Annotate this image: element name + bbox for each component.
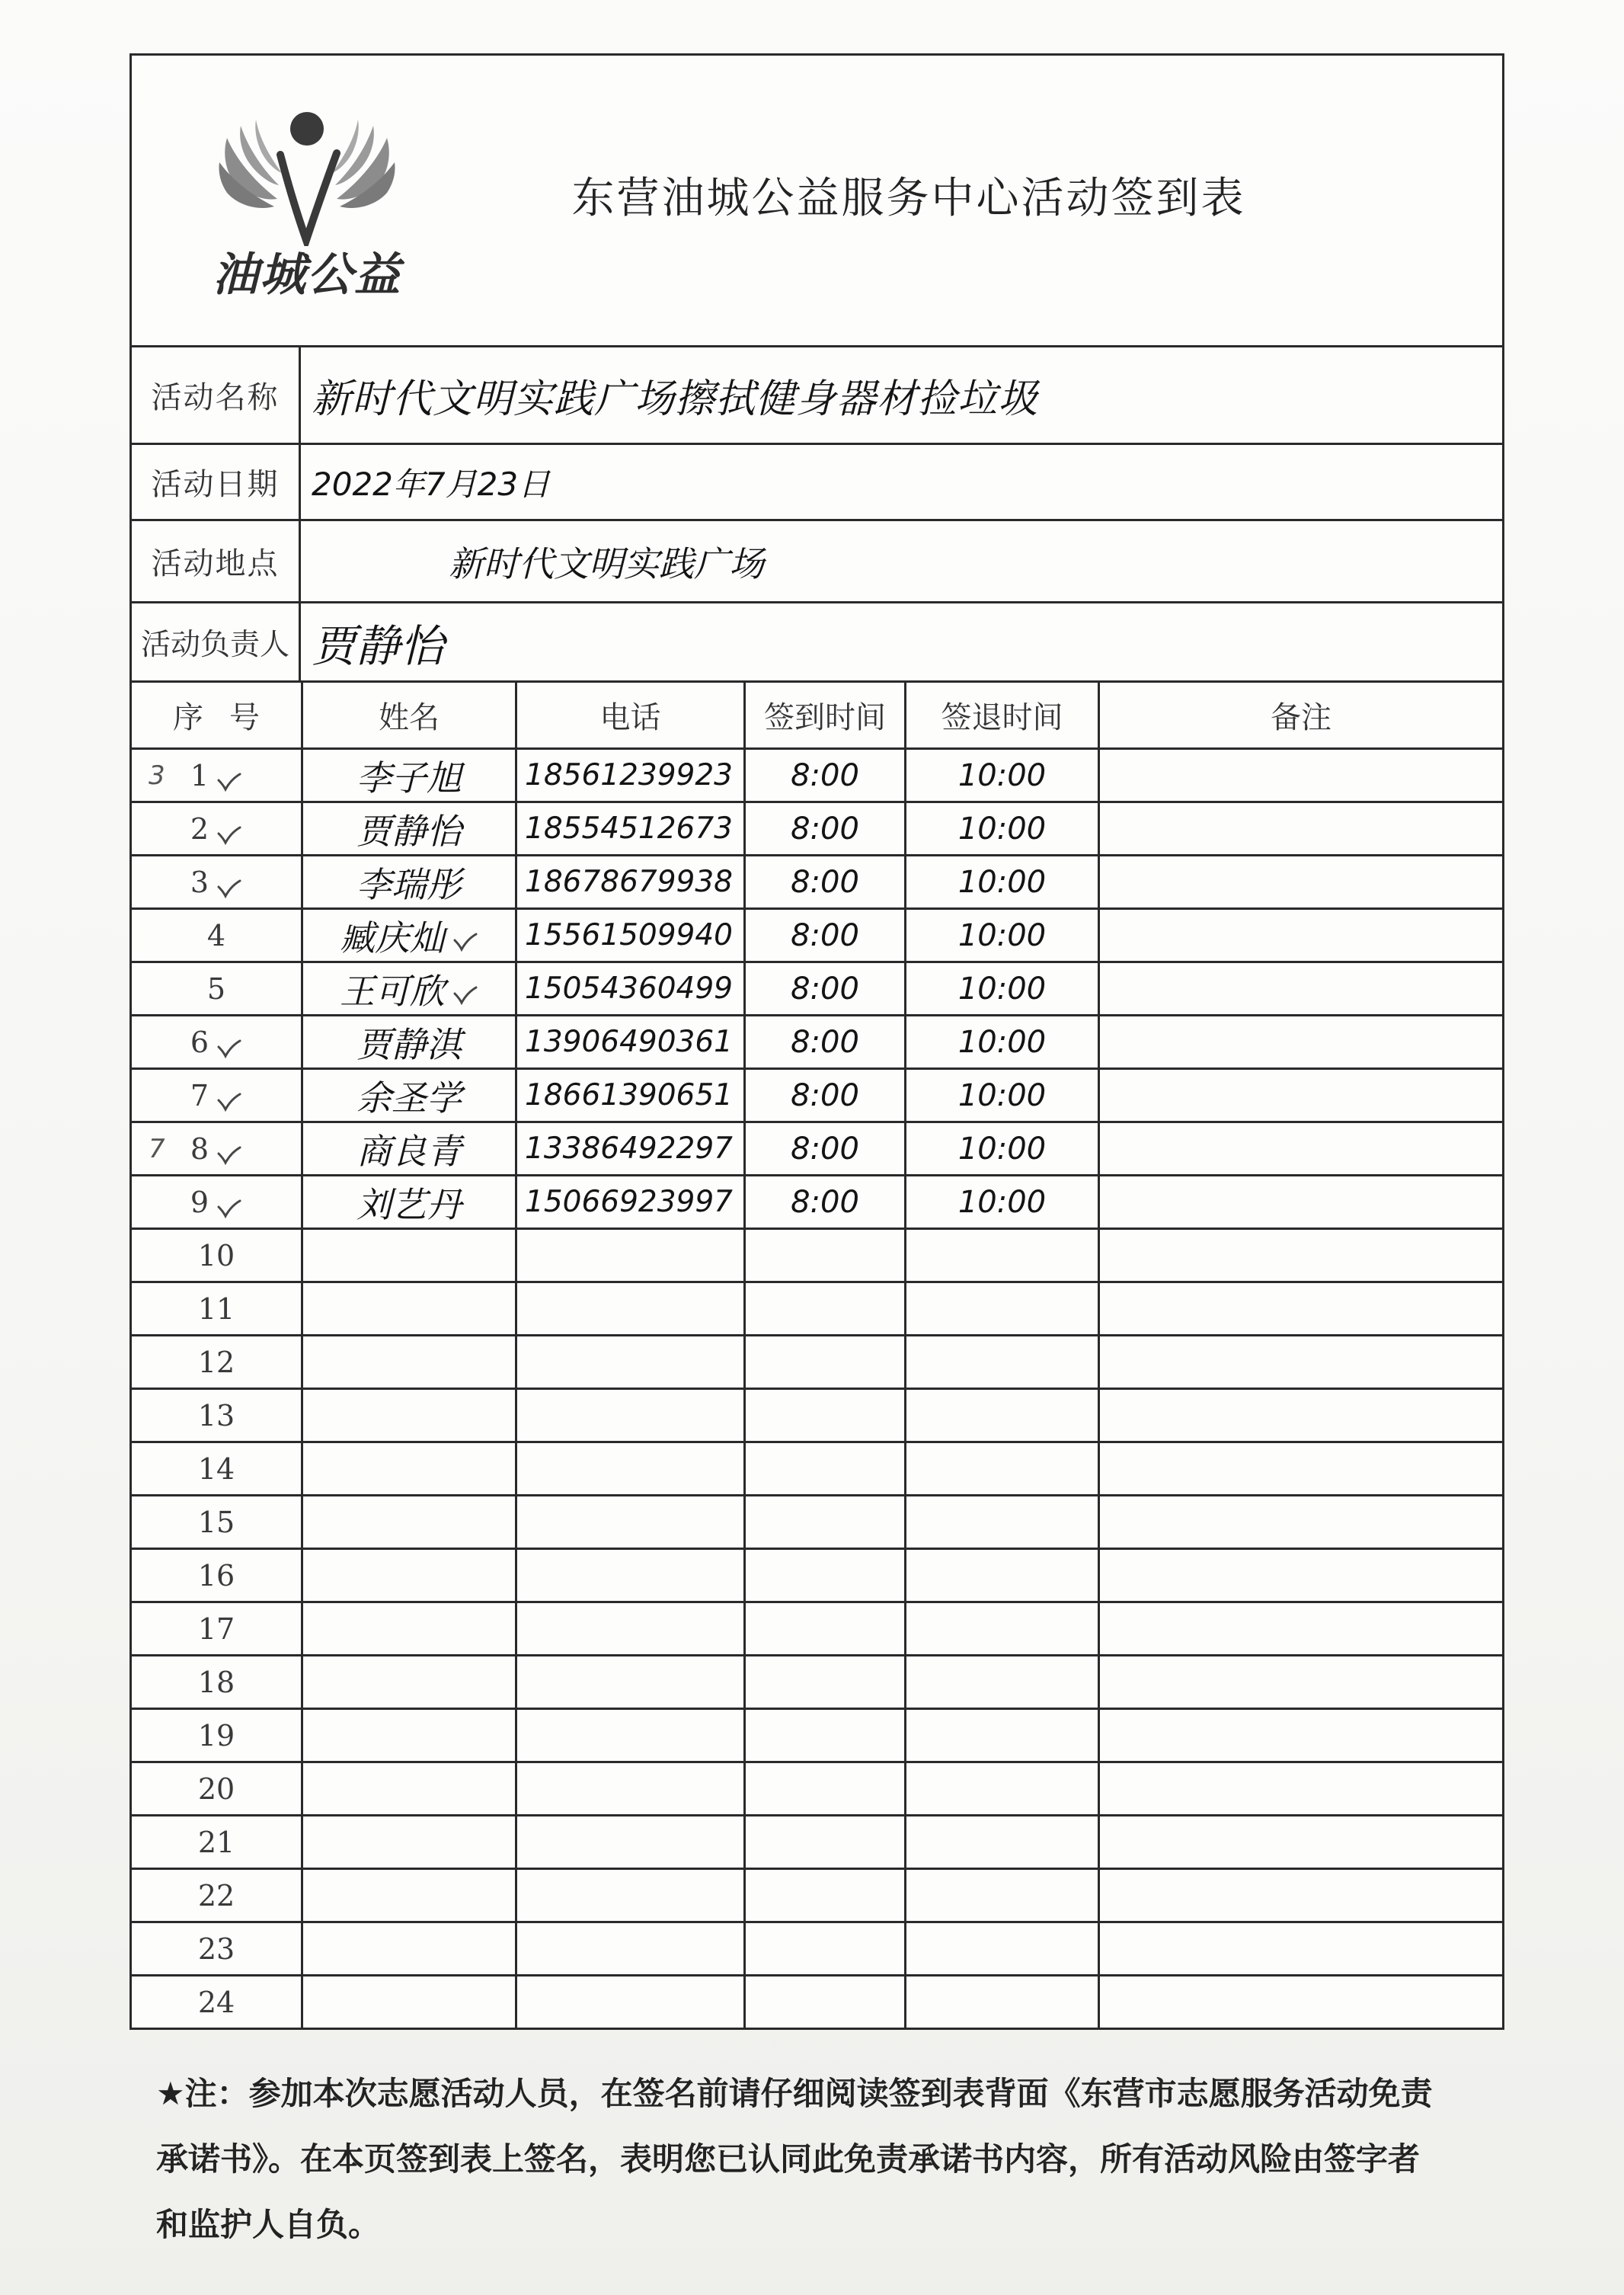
sign-out-time: 10:00 <box>957 1077 1047 1113</box>
row-number-cell <box>132 803 301 854</box>
row-number: 21 <box>197 1825 235 1859</box>
row-number-cell <box>132 1443 301 1494</box>
sign-out-cell <box>904 1550 1098 1601</box>
tick-mark-icon <box>216 1199 242 1218</box>
sign-in-cell <box>743 910 904 961</box>
remarks-cell <box>1098 1763 1502 1814</box>
row-number: 8 <box>190 1131 209 1166</box>
row-number-cell <box>132 1176 301 1228</box>
name-cell <box>301 803 515 854</box>
name-cell <box>301 1443 515 1494</box>
row-number-cell <box>132 1390 301 1441</box>
row-number: 16 <box>197 1558 235 1592</box>
sign-in-cell <box>743 1550 904 1601</box>
name-cell <box>301 1123 515 1174</box>
row-number: 14 <box>197 1452 235 1486</box>
disclaimer-line: ★注：参加本次志愿活动人员，在签名前请仔细阅读签到表背面《东营市志愿服务活动免责 <box>156 2075 1433 2112</box>
sign-out-time: 10:00 <box>957 1184 1047 1220</box>
sign-in-cell <box>743 1016 904 1067</box>
remarks-cell <box>1098 1870 1502 1921</box>
table-row <box>132 1601 1502 1654</box>
table-row <box>132 747 1502 801</box>
phone-number: 18678679938 <box>525 865 733 899</box>
sign-in-cell <box>743 1176 904 1228</box>
phone-cell <box>515 1656 743 1708</box>
remarks-cell <box>1098 1496 1502 1548</box>
participant-name: 臧庆灿 <box>340 917 445 959</box>
row-number: 12 <box>197 1345 235 1379</box>
name-cell <box>301 1656 515 1708</box>
sign-out-cell <box>904 1230 1098 1281</box>
logo <box>204 109 410 304</box>
sign-in-time: 8:00 <box>791 811 859 847</box>
table-row <box>132 1228 1502 1281</box>
phone-cell <box>515 1230 743 1281</box>
table-row <box>132 1868 1502 1921</box>
info-row-activity-date <box>132 443 1502 519</box>
row-number-cell <box>132 1816 301 1868</box>
sign-in-cell <box>743 1977 904 2028</box>
phone-number: 15066923997 <box>525 1185 733 1219</box>
tick-mark-icon <box>216 1145 242 1165</box>
info-row-activity-leader <box>132 601 1502 680</box>
row-number-cell <box>132 1923 301 1974</box>
remarks-cell <box>1098 803 1502 854</box>
tick-mark-icon <box>452 932 478 952</box>
tick-mark <box>216 825 242 845</box>
disclaimer-line: 承诺书》。在本页签到表上签名，表明您已认同此免责承诺书内容，所有活动风险由签字者 <box>156 2140 1421 2178</box>
column-header-sign-out-time: 签退时间 <box>904 683 1098 747</box>
activity-date-label: 活动日期 <box>132 445 301 519</box>
phone-cell <box>515 963 743 1014</box>
remarks-cell <box>1098 1336 1502 1388</box>
sign-out-time: 10:00 <box>957 811 1047 847</box>
row-number: 11 <box>197 1292 235 1326</box>
sign-out-cell <box>904 750 1098 801</box>
sign-in-time: 8:00 <box>791 1077 859 1113</box>
row-number: 15 <box>197 1505 235 1539</box>
row-number-cell <box>132 1016 301 1067</box>
sign-in-cell <box>743 750 904 801</box>
row-number: 23 <box>197 1932 235 1966</box>
sign-out-cell <box>904 1656 1098 1708</box>
phone-number: 18554512673 <box>525 811 733 846</box>
phone-cell <box>515 1710 743 1761</box>
sign-out-cell <box>904 1816 1098 1868</box>
table-row <box>132 907 1502 961</box>
sign-out-cell <box>904 1496 1098 1548</box>
remarks-cell <box>1098 856 1502 907</box>
sign-out-cell <box>904 1763 1098 1814</box>
sign-in-cell <box>743 1763 904 1814</box>
sign-out-time: 10:00 <box>957 1131 1047 1167</box>
activity-leader-value-cell <box>301 603 1502 680</box>
phone-cell <box>515 1923 743 1974</box>
table-row <box>132 1388 1502 1441</box>
row-number-cell <box>132 1550 301 1601</box>
remarks-cell <box>1098 963 1502 1014</box>
activity-date-value-cell <box>301 445 1502 519</box>
row-number: 9 <box>190 1185 209 1219</box>
activity-name-value-cell <box>301 347 1502 443</box>
logo-left-hand <box>219 120 282 208</box>
activity-name-label: 活动名称 <box>132 347 301 443</box>
info-row-activity-name <box>132 345 1502 443</box>
table-header-row <box>132 680 1502 747</box>
row-number: 17 <box>197 1612 235 1646</box>
sign-out-time: 10:00 <box>957 1024 1047 1060</box>
row-number-cell <box>132 1336 301 1388</box>
phone-cell <box>515 1977 743 2028</box>
sign-in-cell <box>743 1390 904 1441</box>
activity-leader-label: 活动负责人 <box>132 603 301 680</box>
row-number-cell <box>132 1496 301 1548</box>
remarks-cell <box>1098 1923 1502 1974</box>
row-number: 7 <box>190 1078 209 1112</box>
activity-place-label: 活动地点 <box>132 521 301 601</box>
row-number: 24 <box>197 1985 235 2019</box>
name-cell <box>301 1923 515 1974</box>
name-cell <box>301 1710 515 1761</box>
phone-cell <box>515 1763 743 1814</box>
name-cell <box>301 1870 515 1921</box>
sign-in-cell <box>743 963 904 1014</box>
logo-body <box>280 153 337 240</box>
phone-cell <box>515 1123 743 1174</box>
participant-name: 李瑞彤 <box>356 863 462 905</box>
row-number: 19 <box>197 1718 235 1752</box>
tick-mark <box>216 1039 242 1058</box>
sign-in-cell <box>743 1283 904 1334</box>
table-body <box>132 747 1502 2028</box>
sign-out-time: 10:00 <box>957 917 1047 953</box>
name-cell <box>301 1336 515 1388</box>
sign-out-time: 10:00 <box>957 864 1047 900</box>
phone-cell <box>515 856 743 907</box>
row-number-cell <box>132 1763 301 1814</box>
sign-in-time: 8:00 <box>791 971 859 1007</box>
sign-in-cell <box>743 1443 904 1494</box>
remarks-cell <box>1098 1230 1502 1281</box>
phone-cell <box>515 1443 743 1494</box>
sign-out-cell <box>904 1016 1098 1067</box>
phone-cell <box>515 1283 743 1334</box>
sign-out-cell <box>904 910 1098 961</box>
row-number: 18 <box>197 1665 235 1699</box>
tick-mark <box>452 932 478 952</box>
name-cell <box>301 1176 515 1228</box>
remarks-cell <box>1098 1603 1502 1654</box>
remarks-cell <box>1098 1443 1502 1494</box>
activity-date-value: 2022年7月23日 <box>312 465 551 503</box>
sign-out-time: 10:00 <box>957 971 1047 1007</box>
sign-in-cell <box>743 1230 904 1281</box>
table-row <box>132 1921 1502 1974</box>
name-cell <box>301 963 515 1014</box>
table-row <box>132 1814 1502 1868</box>
row-number-cell <box>132 1710 301 1761</box>
row-number-cell <box>132 963 301 1014</box>
row-number: 5 <box>206 971 226 1006</box>
sign-out-cell <box>904 1390 1098 1441</box>
name-cell <box>301 1070 515 1121</box>
tick-mark <box>216 879 242 898</box>
remarks-cell <box>1098 1816 1502 1868</box>
table-row <box>132 1708 1502 1761</box>
phone-cell <box>515 1176 743 1228</box>
sign-out-time: 10:00 <box>957 757 1047 793</box>
remarks-cell <box>1098 1070 1502 1121</box>
remarks-cell <box>1098 1123 1502 1174</box>
sign-out-cell <box>904 1123 1098 1174</box>
sign-in-sheet <box>129 53 1504 2030</box>
row-number: 1 <box>190 758 209 792</box>
sign-out-cell <box>904 856 1098 907</box>
participant-name: 刘艺丹 <box>356 1183 462 1225</box>
phone-cell <box>515 1390 743 1441</box>
phone-cell <box>515 803 743 854</box>
row-number-cell <box>132 1656 301 1708</box>
sign-in-cell <box>743 1496 904 1548</box>
activity-leader-value: 贾静怡 <box>312 619 445 672</box>
phone-cell <box>515 1550 743 1601</box>
tick-mark-icon <box>452 985 478 1005</box>
sign-out-cell <box>904 1336 1098 1388</box>
name-cell <box>301 1496 515 1548</box>
sign-out-cell <box>904 1176 1098 1228</box>
remarks-cell <box>1098 1176 1502 1228</box>
disclaimer-line: 和监护人自负。 <box>156 2206 381 2243</box>
sign-in-time: 8:00 <box>791 757 859 793</box>
table-row <box>132 961 1502 1014</box>
remarks-cell <box>1098 1710 1502 1761</box>
row-number-cell <box>132 1870 301 1921</box>
name-cell <box>301 910 515 961</box>
column-header-phone: 电话 <box>515 683 743 747</box>
sign-in-time: 8:00 <box>791 917 859 953</box>
sign-out-cell <box>904 1603 1098 1654</box>
row-number: 10 <box>197 1238 235 1272</box>
table-row <box>132 1281 1502 1334</box>
remarks-cell <box>1098 1390 1502 1441</box>
table-row <box>132 1067 1502 1121</box>
participant-name: 商良青 <box>356 1130 462 1172</box>
table-row <box>132 1974 1502 2028</box>
column-header-remarks: 备注 <box>1098 683 1502 747</box>
name-cell <box>301 1230 515 1281</box>
tick-mark <box>216 772 242 792</box>
sign-out-cell <box>904 1283 1098 1334</box>
sign-in-time: 8:00 <box>791 1024 859 1060</box>
table-row <box>132 1654 1502 1708</box>
sign-in-time: 8:00 <box>791 864 859 900</box>
table-row <box>132 1334 1502 1388</box>
name-cell <box>301 1283 515 1334</box>
table-row <box>132 801 1502 854</box>
row-number: 6 <box>190 1025 209 1059</box>
tick-mark-icon <box>216 825 242 845</box>
phone-number: 15561509940 <box>525 918 733 952</box>
row-number: 13 <box>197 1398 235 1432</box>
tick-mark-icon <box>216 772 242 792</box>
tick-mark <box>216 1092 242 1112</box>
remarks-cell <box>1098 910 1502 961</box>
sign-in-cell <box>743 1923 904 1974</box>
tick-mark <box>452 985 478 1005</box>
name-cell <box>301 1977 515 2028</box>
logo-text: 油城公益 <box>213 248 401 302</box>
column-header-number: 序号 <box>173 700 286 735</box>
row-number-cell <box>132 750 301 801</box>
sign-in-cell <box>743 856 904 907</box>
phone-cell <box>515 750 743 801</box>
row-number-cell <box>132 910 301 961</box>
phone-cell <box>515 1016 743 1067</box>
remarks-cell <box>1098 1283 1502 1334</box>
table-row <box>132 1494 1502 1548</box>
sign-in-cell <box>743 1656 904 1708</box>
tick-mark <box>216 1199 242 1218</box>
name-cell <box>301 1763 515 1814</box>
activity-name-value: 新时代文明实践广场擦拭健身器材捡垃圾 <box>312 376 1039 422</box>
column-header-name: 姓名 <box>301 683 515 747</box>
tick-mark-icon <box>216 879 242 898</box>
sign-out-cell <box>904 1923 1098 1974</box>
row-number: 3 <box>190 865 209 899</box>
tick-mark <box>216 1145 242 1165</box>
sign-out-cell <box>904 963 1098 1014</box>
table-row <box>132 1441 1502 1494</box>
sign-out-cell <box>904 1443 1098 1494</box>
sign-out-cell <box>904 1870 1098 1921</box>
row-number: 22 <box>197 1878 235 1912</box>
sign-in-cell <box>743 803 904 854</box>
row-number-cell <box>132 856 301 907</box>
phone-number: 15054360499 <box>525 971 733 1006</box>
tick-mark-icon <box>216 1039 242 1058</box>
name-cell <box>301 1390 515 1441</box>
remarks-cell <box>1098 1656 1502 1708</box>
sign-in-cell <box>743 1603 904 1654</box>
table-row <box>132 1121 1502 1174</box>
sign-in-cell <box>743 1336 904 1388</box>
sign-in-cell <box>743 1816 904 1868</box>
participant-name: 贾静怡 <box>356 810 462 852</box>
sign-in-cell <box>743 1710 904 1761</box>
phone-cell <box>515 1603 743 1654</box>
row-number: 2 <box>190 811 209 846</box>
sign-out-cell <box>904 1070 1098 1121</box>
sign-in-time: 8:00 <box>791 1131 859 1167</box>
activity-place-value: 新时代文明实践广场 <box>449 543 764 584</box>
phone-number: 18561239923 <box>525 758 733 792</box>
row-number-cell <box>132 1070 301 1121</box>
phone-cell <box>515 1870 743 1921</box>
disclaimer-note <box>156 2061 1527 2258</box>
row-number-cell <box>132 1230 301 1281</box>
margin-note: 7 <box>149 1133 165 1164</box>
margin-note: 3 <box>149 760 165 791</box>
sign-out-cell <box>904 803 1098 854</box>
participant-name: 余圣学 <box>356 1077 462 1119</box>
sign-in-cell <box>743 1123 904 1174</box>
sheet-title: 东营油城公益服务中心活动签到表 <box>571 174 1246 223</box>
phone-cell <box>515 1496 743 1548</box>
activity-place-value-cell <box>301 521 1502 601</box>
table-row <box>132 1014 1502 1067</box>
logo-head <box>290 112 324 146</box>
info-row-activity-place <box>132 519 1502 601</box>
participant-name: 贾静淇 <box>356 1023 462 1065</box>
name-cell <box>301 1603 515 1654</box>
phone-cell <box>515 910 743 961</box>
name-cell <box>301 1816 515 1868</box>
sign-in-time: 8:00 <box>791 1184 859 1220</box>
sheet-header <box>132 56 1502 345</box>
row-number-cell <box>132 1283 301 1334</box>
name-cell <box>301 750 515 801</box>
name-cell <box>301 1016 515 1067</box>
row-number-cell <box>132 1603 301 1654</box>
phone-cell <box>515 1336 743 1388</box>
logo-emblem-icon <box>204 109 410 246</box>
remarks-cell <box>1098 750 1502 801</box>
phone-number: 18661390651 <box>525 1078 733 1112</box>
phone-cell <box>515 1816 743 1868</box>
table-row <box>132 854 1502 907</box>
tick-mark-icon <box>216 1092 242 1112</box>
phone-number: 13386492297 <box>525 1131 733 1166</box>
row-number-cell <box>132 1123 301 1174</box>
column-header-sign-in-time: 签到时间 <box>743 683 904 747</box>
logo-right-hand <box>332 120 395 208</box>
name-cell <box>301 856 515 907</box>
sign-out-cell <box>904 1710 1098 1761</box>
remarks-cell <box>1098 1550 1502 1601</box>
phone-cell <box>515 1070 743 1121</box>
sign-in-cell <box>743 1870 904 1921</box>
row-number: 4 <box>206 918 226 952</box>
participant-name: 李子旭 <box>356 757 462 799</box>
table-row <box>132 1548 1502 1601</box>
phone-number: 13906490361 <box>525 1025 733 1059</box>
sign-in-cell <box>743 1070 904 1121</box>
remarks-cell <box>1098 1016 1502 1067</box>
participant-name: 王可欣 <box>340 970 445 1012</box>
table-row <box>132 1761 1502 1814</box>
name-cell <box>301 1550 515 1601</box>
sign-out-cell <box>904 1977 1098 2028</box>
row-number: 20 <box>197 1772 235 1806</box>
table-row <box>132 1174 1502 1228</box>
row-number-cell <box>132 1977 301 2028</box>
remarks-cell <box>1098 1977 1502 2028</box>
